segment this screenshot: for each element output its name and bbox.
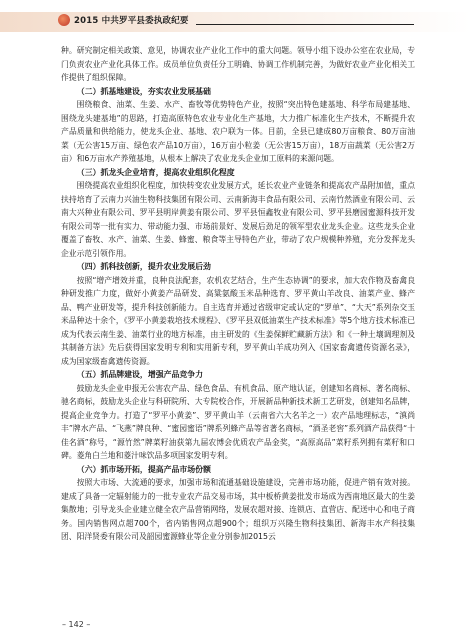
section-heading: （四）抓科技创新，提升农业发展后劲 [76, 262, 211, 271]
page-body [61, 44, 415, 544]
page-number: – 142 – [62, 620, 91, 629]
body-paragraph: 围绕粮食、油菜、生姜、水产、畜牧等优势特色产业，按照“突出特色建基地、科学布局建基地、围绕龙头建基地”的思路，打造高原特色农业专业化生产基地，大力推广标准化生产技术，不断提升农产品质量和供给能力，使龙头企业、基地、农户联为一体。目前，全县已建成80万亩粮食、80万亩油菜（无公害15万亩、绿色农产品10万亩），16万亩小粒姜（无公害15万亩），18万亩蔬菜（无公害2万亩）和6万亩水产养殖基地，从根本上解决了农业龙头企业加工原料的来源问题。 [61, 100, 415, 163]
section-heading: （六）抓市场开拓，提高产品市场份额 [76, 464, 211, 474]
body-paragraph: 按照“增产增效并重，良种良法配套，农机农艺结合，生产生态协调”的要求，加大农作物及畜禽良种研发推广力度，做好小黄姜产品研发、高粱氨酸玉米品种选育、罗平黄山羊改良、油菜产业、蜂产品、鸭产业研发等，提升科技创新能力。自主选育并通过省级审定或认定的“罗单”、“大天”系列杂交玉米品种达十余个，《罗平小黄姜栽培技术规程》、《罗平县双低油菜生产技术标准》等5个地方技术标准已成为代表云南生姜、油菜行业的地方标准，由主研发的《生姜保鲜贮藏新方法》和《一种土壤调理剂及其制备方法》先后获得国家发明专利和实用新专利，罗平黄山羊成功列入《国家畜禽遗传资源名录》，成为国家级畜禽遗传资源。 [61, 275, 415, 366]
running-title: 2015 中共罗平县委执政纪要 [74, 16, 189, 26]
section-heading: （五）抓品牌建设，增强产品竞争力 [76, 370, 204, 379]
body-paragraph: 种。研究制定相关政策、意见，协调农业产业化工作中的重大问题。领导小组下设办公室在农业局，专门负责农业产业化具体工作。成员单位负责任分工明确、协调工作机制完善，为做好农业产业化相关工作提供了组织保障。 [61, 46, 415, 82]
body-paragraph: 围绕提高农业组织化程度，加快转变农业发展方式，延长农业产业链条和提高农产品附加值，重点扶持培育了云南力兴油生物科技集团有限公司、云南新海丰食品有限公司、云南竹然酒业有限公司、云南大兴种业有限公司、罗平县明岸黄姜有限公司、罗平县恒鑫牧业有限公司、罗平县磨园蜜源科技开发有限公司等一批有实力、带动能力强、市场前景好、发展后劲足的领军型农业龙头企业。这些龙头企业覆盖了畜牧、水产、油菜、生姜、蜂蜜、粮食等主导特色产业，带动了农户规模种养殖，充分发挥龙头企业示范引领作用。 [61, 181, 415, 258]
section-heading: （二）抓基地建设，夯实农业发展基础 [76, 86, 211, 96]
body-paragraph: 按照大市场、大流通的要求，加强市场和流通基础设施建设，完善市场功能，促进产销有效对接。建成了具备一定辐射能力的一批专业农产品交易市场，其中板桥黄姜批发市场成为西南地区最大的生姜集散地；引导龙头企业建立健全农产品营销网络，发展农超对接、连锁店、直营店、配送中心和电子商务。国内销售网点超700个，省内销售网点超900个；组织万兴隆生物科技集团、新海丰水产科技集团、阳洋贤委有限公司及韶园蜜源蜂业等企业分别参加2015云 [61, 478, 415, 541]
section-heading: （三）抓龙头企业培育，提高农业组织化程度 [76, 167, 235, 177]
body-paragraph: 鼓励龙头企业申报无公害农产品、绿色食品、有机食品、原产地认证，创建知名商标、著名商标、驰名商标，鼓励龙头企业与科研院所、大专院校合作，开展新品种新技术新工艺研发，创建知名品牌，提高企业竞争力。打造了“罗平小黄姜”、罗平黄山羊（云南省六大名羊之一）农产品地理标志，“滇尚丰”牌水产品、“飞燕”牌良种、“蜜园蜜语”牌系列蜂产品等省著名商标，“酒圣老窖”系列酒产品获得“十佳名酒”称号，“源竹然”牌菜籽油获第九届农博会优质农产品金奖，“高原高品”菜籽系列拥有菜籽和口碑。菱角白兰地和菱汁味饮品多项国家发明专利。 [61, 383, 415, 460]
header-rule [196, 24, 414, 25]
header-band [0, 12, 471, 32]
emblem-icon [58, 14, 70, 26]
page-header [0, 0, 471, 40]
